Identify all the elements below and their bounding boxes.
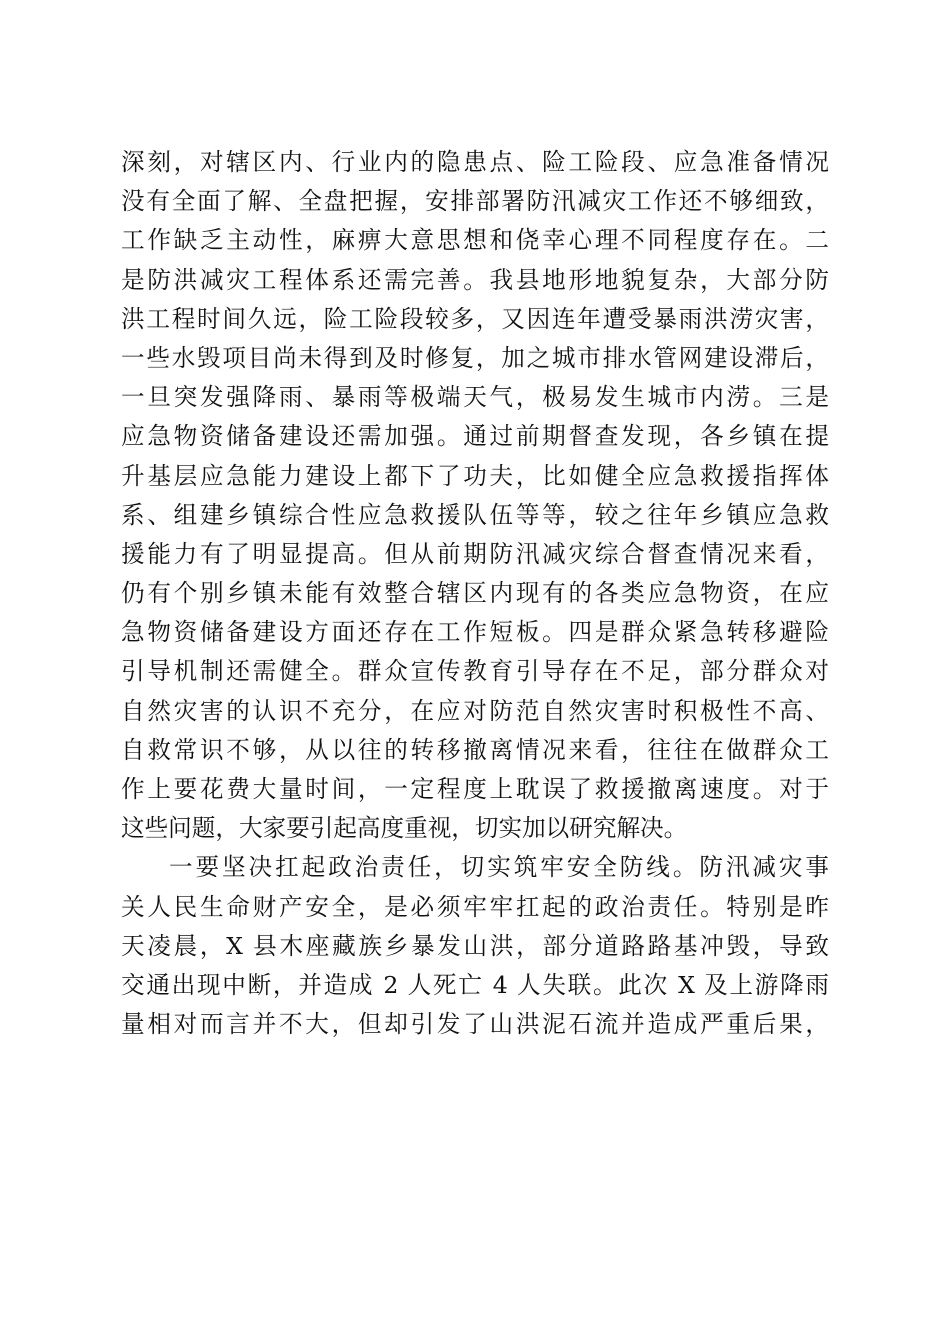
text-line: 关人民生命财产安全，是必须牢牢扛起的政治责任。特别是昨	[121, 892, 829, 921]
document-body	[121, 143, 829, 1044]
text-line: 洪工程时间久远，险工险段较多，又因连年遭受暴雨洪涝灾害，	[121, 304, 829, 333]
text-line: 交通出现中断，并造成 2 人死亡 4 人失联。此次 X 及上游降雨	[121, 970, 829, 999]
text-line: 自然灾害的认识不充分，在应对防范自然灾害时积极性不高、	[121, 696, 829, 725]
text-line: 是防洪减灾工程体系还需完善。我县地形地貌复杂，大部分防	[121, 265, 829, 294]
text-line: 援能力有了明显提高。但从前期防汛减灾综合督查情况来看，	[121, 539, 829, 568]
text-line: 一要坚决扛起政治责任，切实筑牢安全防线。防汛减灾事	[169, 853, 829, 882]
text-line: 没有全面了解、全盘把握，安排部署防汛减灾工作还不够细致，	[121, 187, 829, 216]
text-line: 作上要花费大量时间，一定程度上耽误了救援撤离速度。对于	[121, 775, 829, 803]
text-line: 急物资储备建设方面还存在工作短板。四是群众紧急转移避险	[121, 618, 829, 647]
text-line: 一些水毁项目尚未得到及时修复，加之城市排水管网建设滞后，	[121, 343, 829, 372]
text-line: 仍有个别乡镇未能有效整合辖区内现有的各类应急物资，在应	[121, 579, 829, 608]
paragraph-1	[121, 143, 829, 848]
text-line: 深刻，对辖区内、行业内的隐患点、险工险段、应急准备情况	[121, 148, 829, 176]
text-line: 系、组建乡镇综合性应急救援队伍等等，较之往年乡镇应急救	[121, 500, 829, 529]
text-line: 天凌晨，X 县木座藏族乡暴发山洪，部分道路路基冲毁，导致	[121, 931, 829, 960]
text-line: 这些问题，大家要引起高度重视，切实加以研究解决。	[121, 814, 688, 843]
text-line: 应急物资储备建设还需加强。通过前期督查发现，各乡镇在提	[121, 422, 829, 451]
paragraph-2	[121, 848, 829, 1044]
text-line: 升基层应急能力建设上都下了功夫，比如健全应急救援指挥体	[121, 461, 829, 490]
text-line: 一旦突发强降雨、暴雨等极端天气，极易发生城市内涝。三是	[121, 383, 829, 412]
text-line: 量相对而言并不大，但却引发了山洪泥石流并造成严重后果，	[121, 1010, 829, 1039]
text-line: 引导机制还需健全。群众宣传教育引导存在不足，部分群众对	[121, 657, 829, 686]
text-line: 工作缺乏主动性，麻痹大意思想和侥幸心理不同程度存在。二	[121, 226, 829, 255]
text-line: 自救常识不够，从以往的转移撤离情况来看，往往在做群众工	[121, 735, 829, 764]
